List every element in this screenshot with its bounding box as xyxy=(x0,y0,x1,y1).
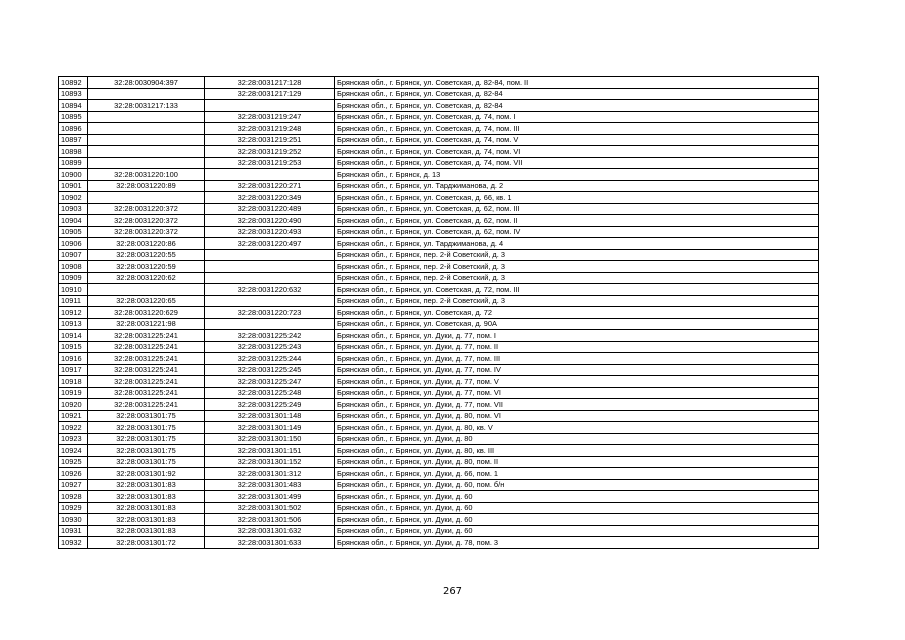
parcel-cadastral-number-cell xyxy=(88,192,205,204)
object-cadastral-number-cell xyxy=(205,261,335,273)
address-cell: Брянская обл., г. Брянск, ул. Дуки, д. 78, пом. 3 xyxy=(335,537,819,549)
row-number-cell: 10931 xyxy=(59,525,88,537)
row-number-cell: 10916 xyxy=(59,353,88,365)
parcel-cadastral-number-cell: 32:28:0031225:241 xyxy=(88,330,205,342)
address-cell: Брянская обл., г. Брянск, ул. Дуки, д. 80, пом. II xyxy=(335,456,819,468)
parcel-cadastral-number-cell: 32:28:0031225:241 xyxy=(88,364,205,376)
row-number-cell: 10907 xyxy=(59,249,88,261)
object-cadastral-number-cell xyxy=(205,318,335,330)
row-number-cell: 10923 xyxy=(59,433,88,445)
row-number-cell: 10908 xyxy=(59,261,88,273)
object-cadastral-number-cell: 32:28:0031220:493 xyxy=(205,226,335,238)
address-cell: Брянская обл., г. Брянск, ул. Дуки, д. 77, пом. IV xyxy=(335,364,819,376)
row-number-cell: 10922 xyxy=(59,422,88,434)
row-number-cell: 10906 xyxy=(59,238,88,250)
parcel-cadastral-number-cell: 32:28:0031301:75 xyxy=(88,456,205,468)
parcel-cadastral-number-cell: 32:28:0031301:75 xyxy=(88,410,205,422)
address-cell: Брянская обл., г. Брянск, ул. Дуки, д. 77, пом. VI xyxy=(335,387,819,399)
address-cell: Брянская обл., г. Брянск, ул. Дуки, д. 60 xyxy=(335,525,819,537)
address-cell: Брянская обл., г. Брянск, ул. Дуки, д. 80, пом. VI xyxy=(335,410,819,422)
table-row xyxy=(59,123,819,135)
object-cadastral-number-cell: 32:28:0031220:497 xyxy=(205,238,335,250)
table-row xyxy=(59,203,819,215)
table-row xyxy=(59,537,819,549)
address-cell: Брянская обл., г. Брянск, ул. Советская, д. 72 xyxy=(335,307,819,319)
table-row xyxy=(59,376,819,388)
table-row xyxy=(59,88,819,100)
table-row xyxy=(59,422,819,434)
object-cadastral-number-cell xyxy=(205,295,335,307)
object-cadastral-number-cell: 32:28:0031225:249 xyxy=(205,399,335,411)
parcel-cadastral-number-cell: 32:28:0031301:75 xyxy=(88,422,205,434)
object-cadastral-number-cell: 32:28:0031217:128 xyxy=(205,77,335,89)
table-row xyxy=(59,100,819,112)
parcel-cadastral-number-cell: 32:28:0031225:241 xyxy=(88,387,205,399)
object-cadastral-number-cell: 32:28:0031301:149 xyxy=(205,422,335,434)
table-row xyxy=(59,491,819,503)
address-cell: Брянская обл., г. Брянск, ул. Советская, д. 74, пом. VI xyxy=(335,146,819,158)
registry-table xyxy=(58,76,819,549)
parcel-cadastral-number-cell: 32:28:0031301:83 xyxy=(88,491,205,503)
table-row xyxy=(59,169,819,181)
object-cadastral-number-cell: 32:28:0031219:252 xyxy=(205,146,335,158)
parcel-cadastral-number-cell xyxy=(88,157,205,169)
address-cell: Брянская обл., г. Брянск, ул. Советская, д. 66, кв. 1 xyxy=(335,192,819,204)
row-number-cell: 10925 xyxy=(59,456,88,468)
registry-table-body xyxy=(59,77,819,549)
parcel-cadastral-number-cell: 32:28:0031225:241 xyxy=(88,376,205,388)
address-cell: Брянская обл., г. Брянск, ул. Советская, д. 62, пом. III xyxy=(335,203,819,215)
row-number-cell: 10927 xyxy=(59,479,88,491)
table-row xyxy=(59,272,819,284)
address-cell: Брянская обл., г. Брянск, д. 13 xyxy=(335,169,819,181)
table-row xyxy=(59,433,819,445)
object-cadastral-number-cell: 32:28:0031301:502 xyxy=(205,502,335,514)
parcel-cadastral-number-cell: 32:28:0031301:83 xyxy=(88,502,205,514)
table-row xyxy=(59,364,819,376)
object-cadastral-number-cell: 32:28:0031220:271 xyxy=(205,180,335,192)
row-number-cell: 10897 xyxy=(59,134,88,146)
address-cell: Брянская обл., г. Брянск, ул. Тарджиманова, д. 4 xyxy=(335,238,819,250)
object-cadastral-number-cell: 32:28:0031301:151 xyxy=(205,445,335,457)
row-number-cell: 10895 xyxy=(59,111,88,123)
object-cadastral-number-cell: 32:28:0031301:148 xyxy=(205,410,335,422)
object-cadastral-number-cell: 32:28:0031220:349 xyxy=(205,192,335,204)
parcel-cadastral-number-cell: 32:28:0031220:59 xyxy=(88,261,205,273)
object-cadastral-number-cell: 32:28:0031225:244 xyxy=(205,353,335,365)
parcel-cadastral-number-cell xyxy=(88,88,205,100)
table-row xyxy=(59,180,819,192)
table-row xyxy=(59,353,819,365)
table-row xyxy=(59,307,819,319)
parcel-cadastral-number-cell: 32:28:0031301:92 xyxy=(88,468,205,480)
object-cadastral-number-cell: 32:28:0031219:247 xyxy=(205,111,335,123)
row-number-cell: 10920 xyxy=(59,399,88,411)
row-number-cell: 10894 xyxy=(59,100,88,112)
address-cell: Брянская обл., г. Брянск, ул. Дуки, д. 77, пом. VII xyxy=(335,399,819,411)
table-row xyxy=(59,111,819,123)
object-cadastral-number-cell: 32:28:0031225:242 xyxy=(205,330,335,342)
parcel-cadastral-number-cell: 32:28:0031220:372 xyxy=(88,226,205,238)
address-cell: Брянская обл., г. Брянск, ул. Советская, д. 82-84, пом. II xyxy=(335,77,819,89)
page-number: 267 xyxy=(442,586,463,597)
address-cell: Брянская обл., г. Брянск, ул. Дуки, д. 77, пом. III xyxy=(335,353,819,365)
row-number-cell: 10904 xyxy=(59,215,88,227)
parcel-cadastral-number-cell: 32:28:0031225:241 xyxy=(88,341,205,353)
row-number-cell: 10902 xyxy=(59,192,88,204)
parcel-cadastral-number-cell xyxy=(88,123,205,135)
table-row xyxy=(59,249,819,261)
table-row xyxy=(59,468,819,480)
table-row xyxy=(59,261,819,273)
row-number-cell: 10928 xyxy=(59,491,88,503)
address-cell: Брянская обл., г. Брянск, ул. Советская, д. 82-84 xyxy=(335,88,819,100)
object-cadastral-number-cell: 32:28:0031220:632 xyxy=(205,284,335,296)
address-cell: Брянская обл., г. Брянск, пер. 2-й Советский, д. 3 xyxy=(335,295,819,307)
address-cell: Брянская обл., г. Брянск, ул. Дуки, д. 80 xyxy=(335,433,819,445)
object-cadastral-number-cell: 32:28:0031220:490 xyxy=(205,215,335,227)
table-row xyxy=(59,341,819,353)
object-cadastral-number-cell xyxy=(205,100,335,112)
object-cadastral-number-cell xyxy=(205,272,335,284)
row-number-cell: 10900 xyxy=(59,169,88,181)
row-number-cell: 10918 xyxy=(59,376,88,388)
row-number-cell: 10899 xyxy=(59,157,88,169)
address-cell: Брянская обл., г. Брянск, ул. Советская, д. 74, пом. V xyxy=(335,134,819,146)
address-cell: Брянская обл., г. Брянск, ул. Дуки, д. 60 xyxy=(335,491,819,503)
parcel-cadastral-number-cell: 32:28:0031301:75 xyxy=(88,445,205,457)
row-number-cell: 10910 xyxy=(59,284,88,296)
row-number-cell: 10903 xyxy=(59,203,88,215)
parcel-cadastral-number-cell: 32:28:0031220:89 xyxy=(88,180,205,192)
address-cell: Брянская обл., г. Брянск, ул. Дуки, д. 66, пом. 1 xyxy=(335,468,819,480)
table-row xyxy=(59,330,819,342)
row-number-cell: 10913 xyxy=(59,318,88,330)
address-cell: Брянская обл., г. Брянск, ул. Дуки, д. 77, пом. I xyxy=(335,330,819,342)
parcel-cadastral-number-cell: 32:28:0031220:629 xyxy=(88,307,205,319)
address-cell: Брянская обл., г. Брянск, пер. 2-й Советский, д. 3 xyxy=(335,261,819,273)
row-number-cell: 10919 xyxy=(59,387,88,399)
address-cell: Брянская обл., г. Брянск, ул. Тарджиманова, д. 2 xyxy=(335,180,819,192)
object-cadastral-number-cell: 32:28:0031219:253 xyxy=(205,157,335,169)
address-cell: Брянская обл., г. Брянск, ул. Дуки, д. 60 xyxy=(335,514,819,526)
parcel-cadastral-number-cell: 32:28:0031220:55 xyxy=(88,249,205,261)
object-cadastral-number-cell: 32:28:0031301:506 xyxy=(205,514,335,526)
table-row xyxy=(59,514,819,526)
row-number-cell: 10892 xyxy=(59,77,88,89)
table-row xyxy=(59,445,819,457)
table-row xyxy=(59,226,819,238)
object-cadastral-number-cell: 32:28:0031301:152 xyxy=(205,456,335,468)
parcel-cadastral-number-cell xyxy=(88,146,205,158)
object-cadastral-number-cell: 32:28:0031225:245 xyxy=(205,364,335,376)
row-number-cell: 10896 xyxy=(59,123,88,135)
address-cell: Брянская обл., г. Брянск, ул. Дуки, д. 60 xyxy=(335,502,819,514)
parcel-cadastral-number-cell: 32:28:0031220:372 xyxy=(88,215,205,227)
row-number-cell: 10898 xyxy=(59,146,88,158)
address-cell: Брянская обл., г. Брянск, ул. Советская, д. 72, пом. III xyxy=(335,284,819,296)
address-cell: Брянская обл., г. Брянск, ул. Советская, д. 62, пом. IV xyxy=(335,226,819,238)
address-cell: Брянская обл., г. Брянск, ул. Дуки, д. 77, пом. V xyxy=(335,376,819,388)
object-cadastral-number-cell xyxy=(205,249,335,261)
table-row xyxy=(59,146,819,158)
row-number-cell: 10912 xyxy=(59,307,88,319)
address-cell: Брянская обл., г. Брянск, ул. Советская, д. 82-84 xyxy=(335,100,819,112)
table-row xyxy=(59,192,819,204)
parcel-cadastral-number-cell: 32:28:0031217:133 xyxy=(88,100,205,112)
row-number-cell: 10929 xyxy=(59,502,88,514)
table-row xyxy=(59,387,819,399)
parcel-cadastral-number-cell: 32:28:0031301:83 xyxy=(88,479,205,491)
row-number-cell: 10915 xyxy=(59,341,88,353)
object-cadastral-number-cell: 32:28:0031219:248 xyxy=(205,123,335,135)
table-row xyxy=(59,525,819,537)
object-cadastral-number-cell: 32:28:0031301:633 xyxy=(205,537,335,549)
object-cadastral-number-cell: 32:28:0031301:499 xyxy=(205,491,335,503)
address-cell: Брянская обл., г. Брянск, ул. Советская, д. 74, пом. III xyxy=(335,123,819,135)
object-cadastral-number-cell: 32:28:0031220:723 xyxy=(205,307,335,319)
parcel-cadastral-number-cell: 32:28:0031301:83 xyxy=(88,525,205,537)
row-number-cell: 10917 xyxy=(59,364,88,376)
row-number-cell: 10905 xyxy=(59,226,88,238)
table-row xyxy=(59,215,819,227)
parcel-cadastral-number-cell: 32:28:0031301:75 xyxy=(88,433,205,445)
address-cell: Брянская обл., г. Брянск, ул. Дуки, д. 80, кв. V xyxy=(335,422,819,434)
parcel-cadastral-number-cell: 32:28:0031301:83 xyxy=(88,514,205,526)
object-cadastral-number-cell: 32:28:0031219:251 xyxy=(205,134,335,146)
object-cadastral-number-cell: 32:28:0031301:632 xyxy=(205,525,335,537)
parcel-cadastral-number-cell: 32:28:0031220:62 xyxy=(88,272,205,284)
object-cadastral-number-cell xyxy=(205,169,335,181)
table-row xyxy=(59,134,819,146)
row-number-cell: 10914 xyxy=(59,330,88,342)
address-cell: Брянская обл., г. Брянск, ул. Советская, д. 90А xyxy=(335,318,819,330)
table-row xyxy=(59,456,819,468)
table-row xyxy=(59,479,819,491)
row-number-cell: 10909 xyxy=(59,272,88,284)
parcel-cadastral-number-cell: 32:28:0031225:241 xyxy=(88,353,205,365)
address-cell: Брянская обл., г. Брянск, ул. Советская, д. 74, пом. I xyxy=(335,111,819,123)
address-cell: Брянская обл., г. Брянск, ул. Дуки, д. 80, кв. III xyxy=(335,445,819,457)
row-number-cell: 10911 xyxy=(59,295,88,307)
parcel-cadastral-number-cell: 32:28:0030904:397 xyxy=(88,77,205,89)
parcel-cadastral-number-cell: 32:28:0031220:65 xyxy=(88,295,205,307)
table-row xyxy=(59,238,819,250)
address-cell: Брянская обл., г. Брянск, ул. Советская, д. 74, пом. VII xyxy=(335,157,819,169)
table-row xyxy=(59,284,819,296)
object-cadastral-number-cell: 32:28:0031225:247 xyxy=(205,376,335,388)
object-cadastral-number-cell: 32:28:0031225:248 xyxy=(205,387,335,399)
table-row xyxy=(59,77,819,89)
parcel-cadastral-number-cell: 32:28:0031301:72 xyxy=(88,537,205,549)
table-row xyxy=(59,410,819,422)
parcel-cadastral-number-cell: 32:28:0031220:86 xyxy=(88,238,205,250)
parcel-cadastral-number-cell: 32:28:0031220:372 xyxy=(88,203,205,215)
address-cell: Брянская обл., г. Брянск, ул. Советская, д. 62, пом. II xyxy=(335,215,819,227)
object-cadastral-number-cell: 32:28:0031217:129 xyxy=(205,88,335,100)
address-cell: Брянская обл., г. Брянск, ул. Дуки, д. 60, пом. б/н xyxy=(335,479,819,491)
parcel-cadastral-number-cell xyxy=(88,111,205,123)
address-cell: Брянская обл., г. Брянск, ул. Дуки, д. 77, пом. II xyxy=(335,341,819,353)
table-row xyxy=(59,295,819,307)
address-cell: Брянская обл., г. Брянск, пер. 2-й Советский, д. 3 xyxy=(335,272,819,284)
table-row xyxy=(59,502,819,514)
parcel-cadastral-number-cell xyxy=(88,134,205,146)
row-number-cell: 10924 xyxy=(59,445,88,457)
row-number-cell: 10921 xyxy=(59,410,88,422)
row-number-cell: 10930 xyxy=(59,514,88,526)
row-number-cell: 10901 xyxy=(59,180,88,192)
parcel-cadastral-number-cell xyxy=(88,284,205,296)
parcel-cadastral-number-cell: 32:28:0031221:98 xyxy=(88,318,205,330)
parcel-cadastral-number-cell: 32:28:0031220:100 xyxy=(88,169,205,181)
object-cadastral-number-cell: 32:28:0031301:483 xyxy=(205,479,335,491)
object-cadastral-number-cell: 32:28:0031220:489 xyxy=(205,203,335,215)
row-number-cell: 10926 xyxy=(59,468,88,480)
table-row xyxy=(59,399,819,411)
parcel-cadastral-number-cell: 32:28:0031225:241 xyxy=(88,399,205,411)
row-number-cell: 10893 xyxy=(59,88,88,100)
object-cadastral-number-cell: 32:28:0031301:150 xyxy=(205,433,335,445)
object-cadastral-number-cell: 32:28:0031225:243 xyxy=(205,341,335,353)
table-row xyxy=(59,157,819,169)
row-number-cell: 10932 xyxy=(59,537,88,549)
table-row xyxy=(59,318,819,330)
address-cell: Брянская обл., г. Брянск, пер. 2-й Советский, д. 3 xyxy=(335,249,819,261)
object-cadastral-number-cell: 32:28:0031301:312 xyxy=(205,468,335,480)
